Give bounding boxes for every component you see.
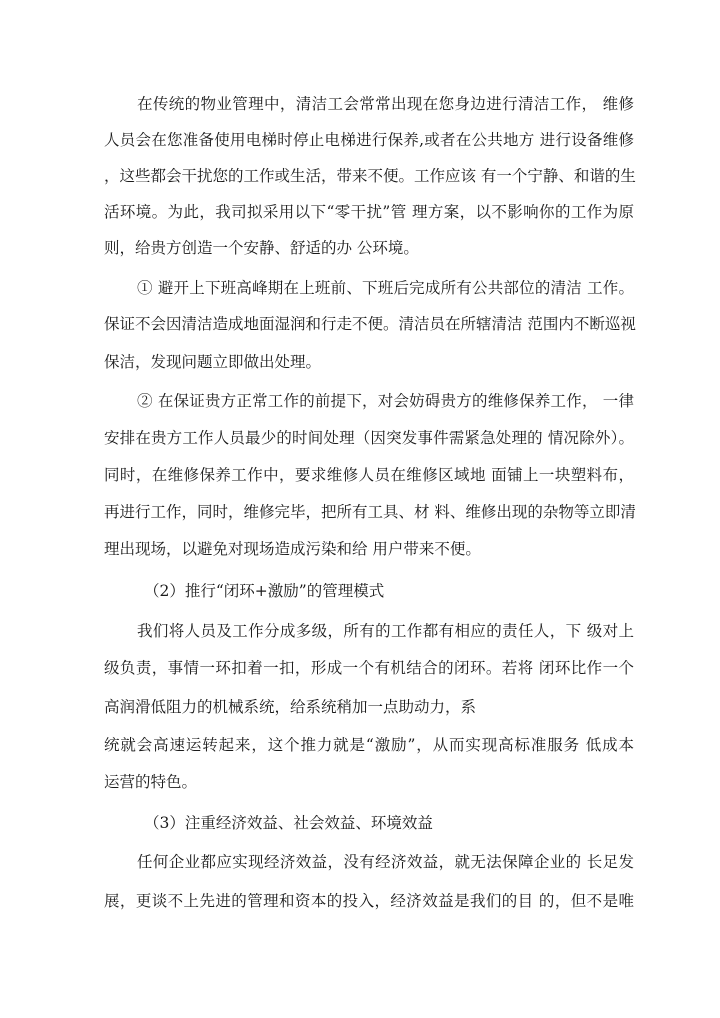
paragraph-3-line-3: 同时，在维修保养工作中，要求维修人员在维修区域地 面铺上一块塑料布， — [104, 466, 634, 484]
paragraph-4-line-1: 我们将人员及工作分成多级，所有的工作都有相应的责任人，下 级对上 — [137, 622, 634, 640]
paragraph-2-line-1: ① 避开上下班高峰期在上班前、下班后完成所有公共部位的清洁 工作。 — [137, 279, 634, 297]
paragraph-5-line-1: 任何企业都应实现经济效益，没有经济效益，就无法保障企业的 长足发 — [137, 853, 634, 871]
paragraph-5-line-2: 展，更谈不上先进的管理和资本的投入，经济效益是我们的目 的，但不是唯 — [104, 892, 634, 910]
paragraph-4-line-5: 运营的特色。 — [104, 773, 198, 791]
paragraph-1-line-1: 在传统的物业管理中，清洁工会常常出现在您身边进行清洁工作， 维修 — [137, 95, 634, 113]
paragraph-1-line-3: ，这些都会干扰您的工作或生活，带来不便。工作应该 有一个宁静、和谐的生 — [104, 167, 636, 185]
paragraph-1-line-5: 则，给贵方创造一个安静、舒适的办 公环境。 — [104, 239, 419, 257]
paragraph-3-line-5: 理出现场，以避免对现场造成污染和给 用户带来不便。 — [104, 540, 481, 558]
paragraph-4-line-4: 统就会高速运转起来，这个推力就是“激励”，从而实现高标准服务 低成本 — [104, 736, 634, 754]
paragraph-3-line-1: ② 在保证贵方正常工作的前提下，对会妨碍贵方的维修保养工作， 一律 — [137, 392, 634, 410]
section-heading-3: （3）注重经济效益、社会效益、环境效益 — [144, 814, 433, 832]
paragraph-4-line-3: 高润滑低阻力的机械系统，给系统稍加一点助动力，系 — [104, 698, 477, 716]
section-heading-2: （2）推行“闭环+激励”的管理模式 — [144, 582, 385, 600]
paragraph-2-line-2: 保证不会因清洁造成地面湿润和行走不便。清洁员在所辖清洁 范围内不断巡视 — [104, 315, 636, 333]
paragraph-2-line-3: 保洁，发现问题立即做出处理。 — [104, 353, 322, 371]
paragraph-4-line-2: 级负责，事情一环扣着一扣，形成一个有机结合的闭环。若将 闭环比作一个 — [104, 659, 634, 677]
paragraph-3-line-4: 再进行工作，同时，维修完毕，把所有工具、材 料、维修出现的杂物等立即清 — [104, 503, 636, 521]
paragraph-1-line-4: 活环境。为此，我司拟采用以下“零干扰”管 理方案，以不影响你的工作为原 — [104, 203, 634, 221]
paragraph-1-line-2: 人员会在您准备使用电梯时停止电梯进行保养,或者在公共地方 进行设备维修 — [104, 131, 634, 149]
paragraph-3-line-2: 安排在贵方工作人员最少的时间处理（因突发事件需紧急处理的 情况除外）。 — [104, 429, 634, 447]
